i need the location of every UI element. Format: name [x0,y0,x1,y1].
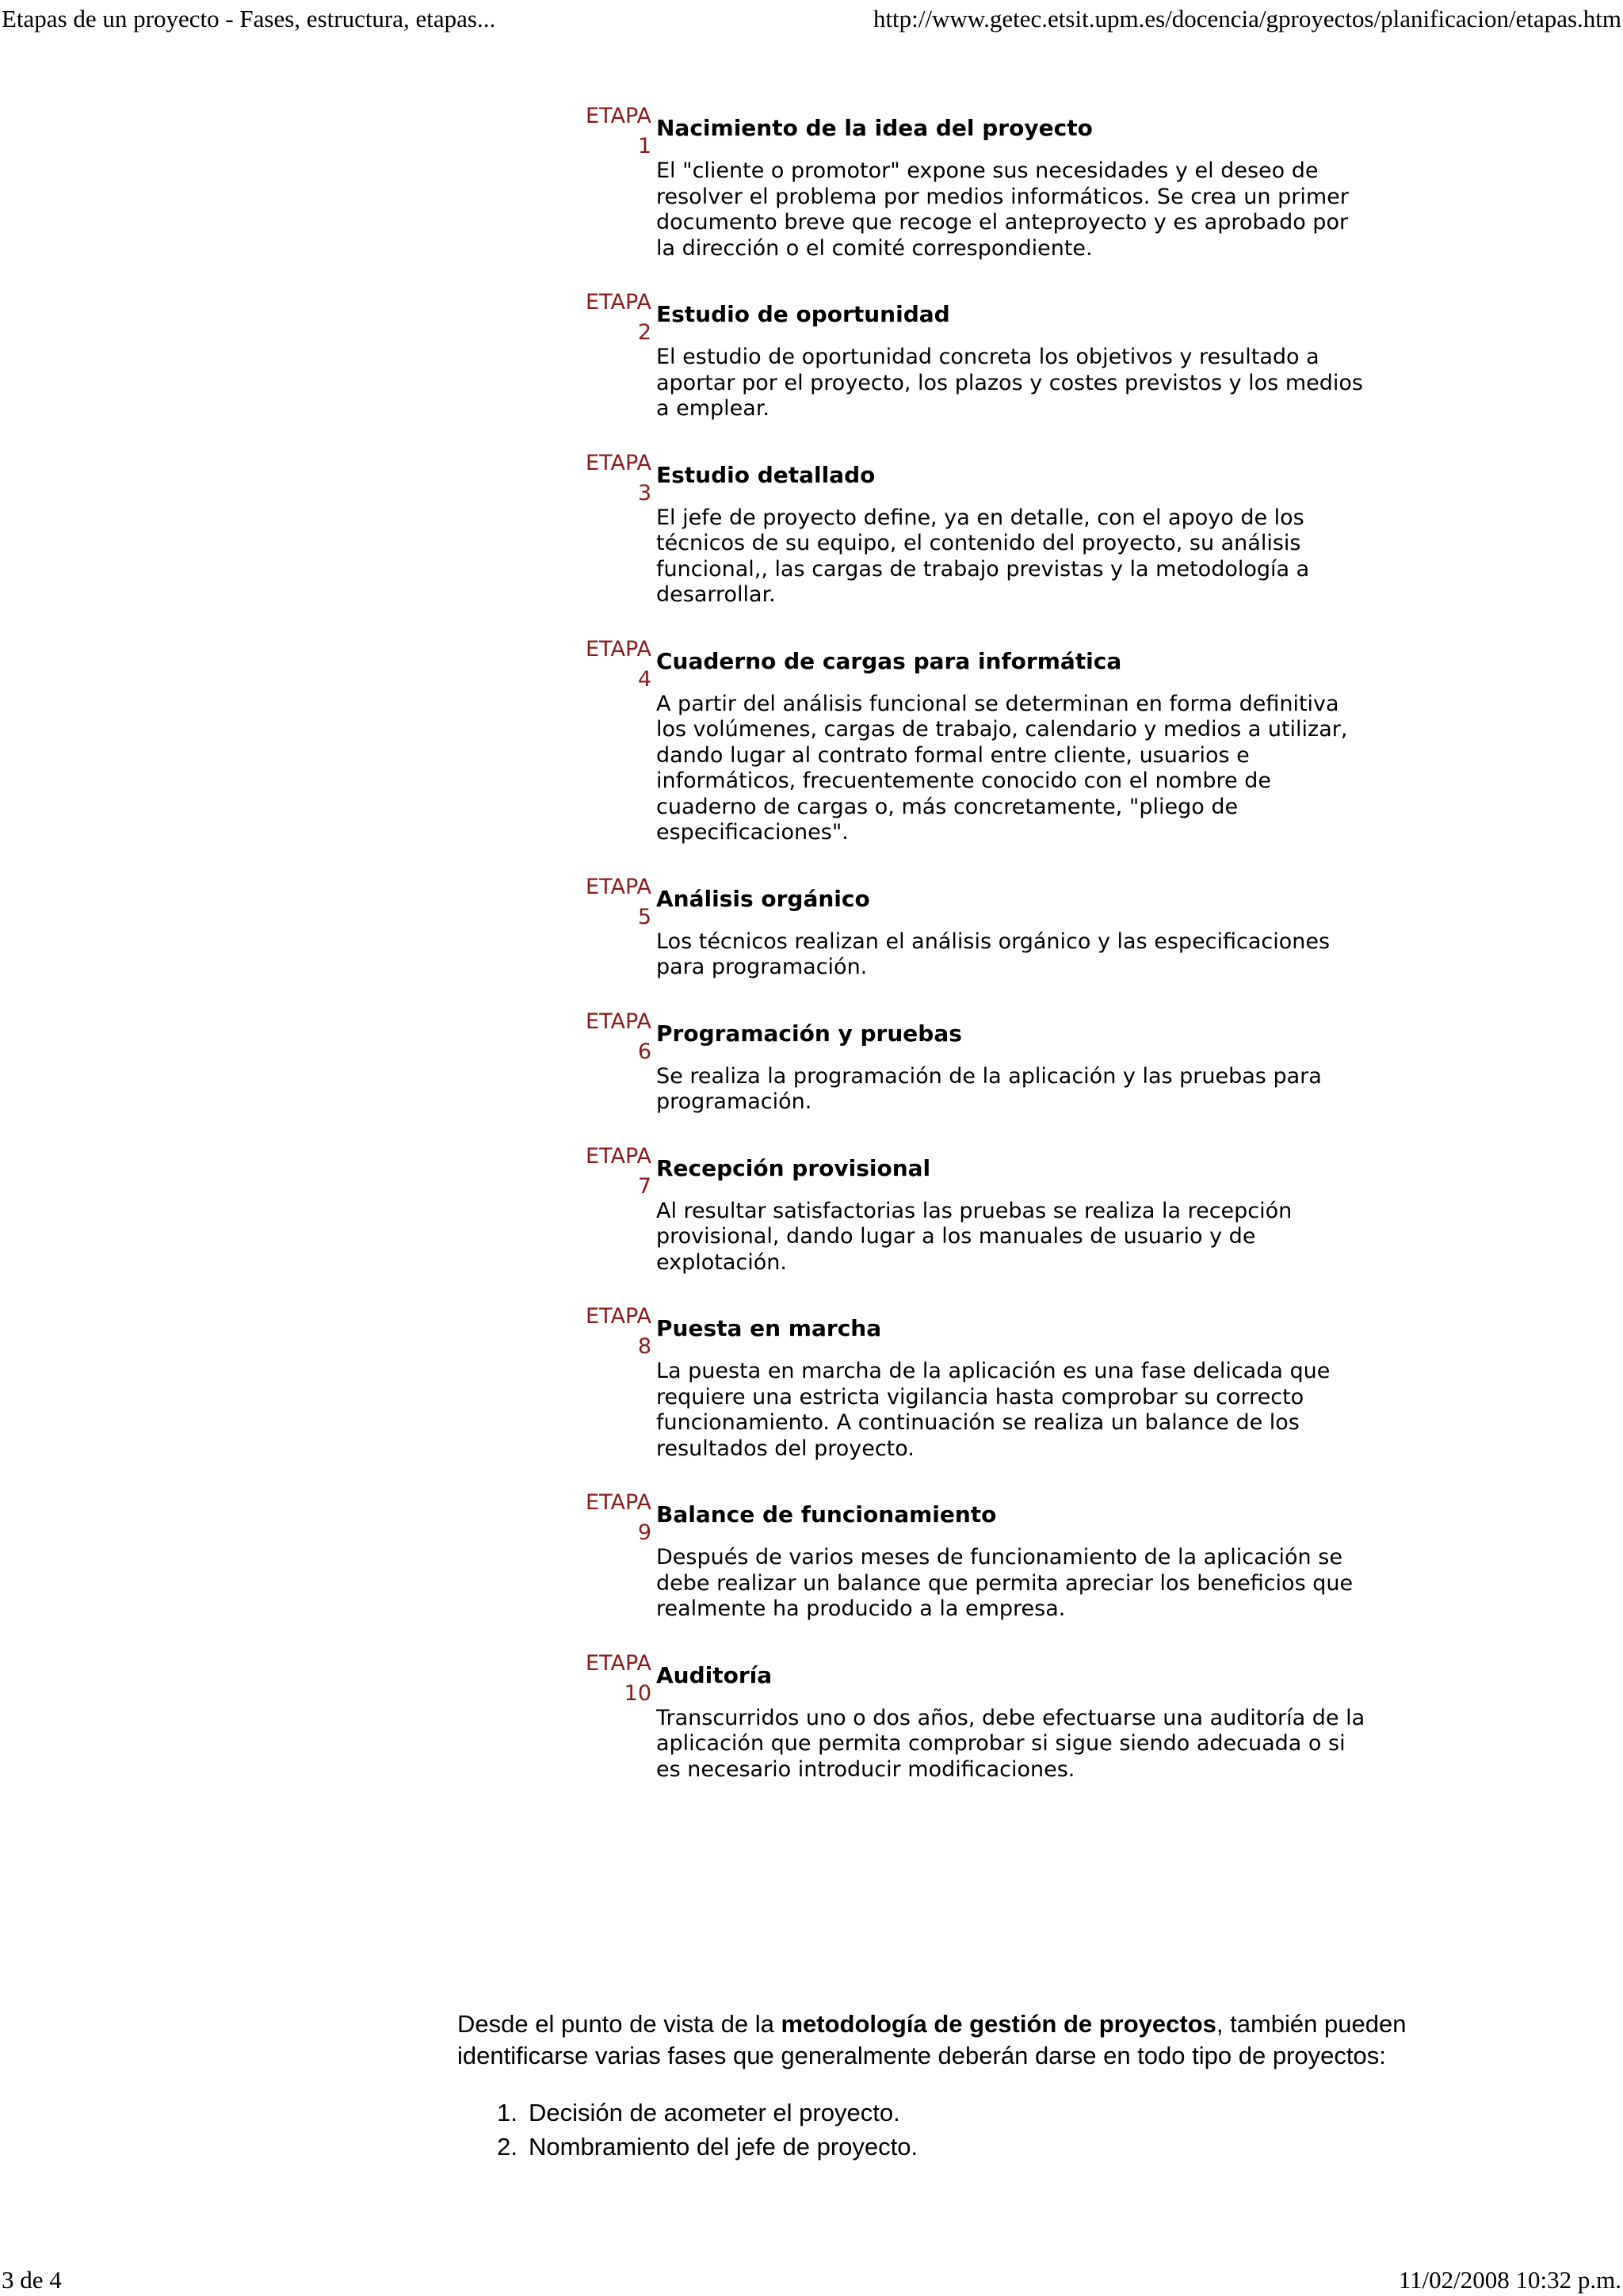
stage-badge [575,1007,651,1067]
list-item [457,2130,1487,2164]
stage-2 [575,288,1384,422]
methodology-intro [457,2008,1487,2072]
list-number: 2. [497,2133,517,2161]
stage-text: Después de varios meses de funcionamiento de la aplicación se debe realizar un balance que permita apreciar los beneficios que realmente ha producido a la empresa. [656,1545,1354,1621]
stage-title: Recepción provisional [656,1154,931,1181]
print-datetime: 11/02/2008 10:32 p.m. [1398,2266,1621,2294]
stage-label: ETAPA [586,874,651,899]
stage-label: ETAPA [586,1304,651,1329]
stage-number: 4 [637,666,651,692]
stage-text: Transcurridos uno o dos años, debe efectuarse una auditoría de la aplicación que permita comprobar si sigue siendo adecuada o si es necesario introducir modificaciones. [656,1705,1365,1782]
list-text: Nombramiento del jefe de proyecto. [529,2133,918,2161]
stage-badge [575,101,651,162]
stage-1 [575,101,1384,261]
stage-8 [575,1302,1384,1462]
stage-number: 5 [637,904,651,929]
stage-badge [575,1649,651,1709]
intro-after: , también pueden identificarse varias fases que generalmente deberán darse en todo tipo de proyectos: [457,2010,1407,2069]
stage-5 [575,872,1384,981]
stage-badge [575,1302,651,1362]
list-number: 1. [497,2099,517,2126]
list-item [457,2096,1487,2130]
stage-label: ETAPA [586,104,651,128]
stage-badge [575,448,651,509]
stage-title: Auditoría [656,1661,773,1688]
stage-number: 1 [637,134,651,158]
page-title: Etapas de un proyecto - Fases, estructura, etapas... [2,5,496,32]
stage-number: 7 [637,1173,651,1199]
stage-label: ETAPA [586,1490,651,1515]
stage-title: Programación y pruebas [656,1020,962,1047]
intro-before: Desde el punto de vista de la [457,2010,781,2038]
stage-title: Puesta en marcha [656,1315,882,1341]
stage-label: ETAPA [586,1143,651,1169]
stage-text: Al resultar satisfactorias las pruebas se realiza la recepción provisional, dando lugar a los manuales de usuario y de explotación. [656,1198,1293,1275]
stage-badge [575,1488,651,1548]
stage-text: La puesta en marcha de la aplicación es una fase delicada que requiere una estricta vigilancia hasta comprobar su correcto funcionamiento. A continuación se realiza un balance de los resultados del proyecto. [656,1359,1331,1461]
stage-number: 10 [624,1680,651,1706]
stage-text: A partir del análisis funcional se determinan en forma definitiva los volúmenes, cargas de trabajo, calendario y medios a utilizar, dando lugar al contrato formal entre cliente, usuarios e informáticos, frecuentemente conocido con el nombre de cuaderno de cargas o, más concretamente, "pliego de especificaciones". [656,691,1348,845]
stage-text: El jefe de proyecto define, ya en detalle, con el apoyo de los técnicos de su equipo, el contenido del proyecto, su análisis funcional,, las cargas de trabajo previstas y la metodología a desarrollar. [656,505,1310,607]
stage-number: 2 [637,320,651,345]
stage-badge [575,872,651,933]
stage-text: El "cliente o promotor" expone sus necesidades y el deseo de resolver el problema por medios informáticos. Se crea un primer documento breve que recoge el anteproyecto y es aprobado por la dirección o el comité correspondiente. [656,158,1349,261]
stage-title: Estudio detallado [656,461,876,488]
page-count: 3 de 4 [2,2266,62,2294]
stage-text: El estudio de oportunidad concreta los objetivos y resultado a aportar por el proyecto, los plazos y costes previstos y los medios a emplear. [656,345,1363,421]
stage-title: Cuaderno de cargas para informática [656,647,1122,674]
stage-4 [575,635,1384,846]
stage-label: ETAPA [586,290,651,315]
stage-label: ETAPA [586,1650,651,1676]
stage-10 [575,1649,1384,1783]
stage-text: Los técnicos realizan el análisis orgánico y las especificaciones para programación. [656,929,1331,979]
page-url[interactable]: http://www.getec.etsit.upm.es/docencia/gproyectos/planificacion/etapas.htm [873,5,1621,32]
stage-label: ETAPA [586,1009,651,1034]
stage-title: Nacimiento de la idea del proyecto [656,115,1093,141]
methodology-section [457,2008,1487,2164]
stages-list [575,101,1384,1809]
stage-6 [575,1007,1384,1116]
stage-badge [575,1142,651,1202]
stage-badge [575,288,651,348]
stage-title: Análisis orgánico [656,885,870,912]
stage-number: 9 [637,1520,651,1545]
stage-7 [575,1142,1384,1276]
stage-number: 3 [637,480,651,505]
intro-bold: metodología de gestión de proyectos [781,2010,1216,2038]
stage-label: ETAPA [586,636,651,662]
stage-badge [575,635,651,695]
stage-number: 6 [637,1039,651,1064]
stage-9 [575,1488,1384,1623]
methodology-list [457,2096,1487,2164]
stage-title: Estudio de oportunidad [656,301,950,327]
stage-label: ETAPA [586,450,651,475]
stage-number: 8 [637,1334,651,1359]
stage-title: Balance de funcionamiento [656,1501,997,1527]
stage-text: Se realiza la programación de la aplicación y las pruebas para programación. [656,1063,1322,1114]
list-text: Decisión de acometer el proyecto. [529,2099,900,2126]
stage-3 [575,448,1384,608]
